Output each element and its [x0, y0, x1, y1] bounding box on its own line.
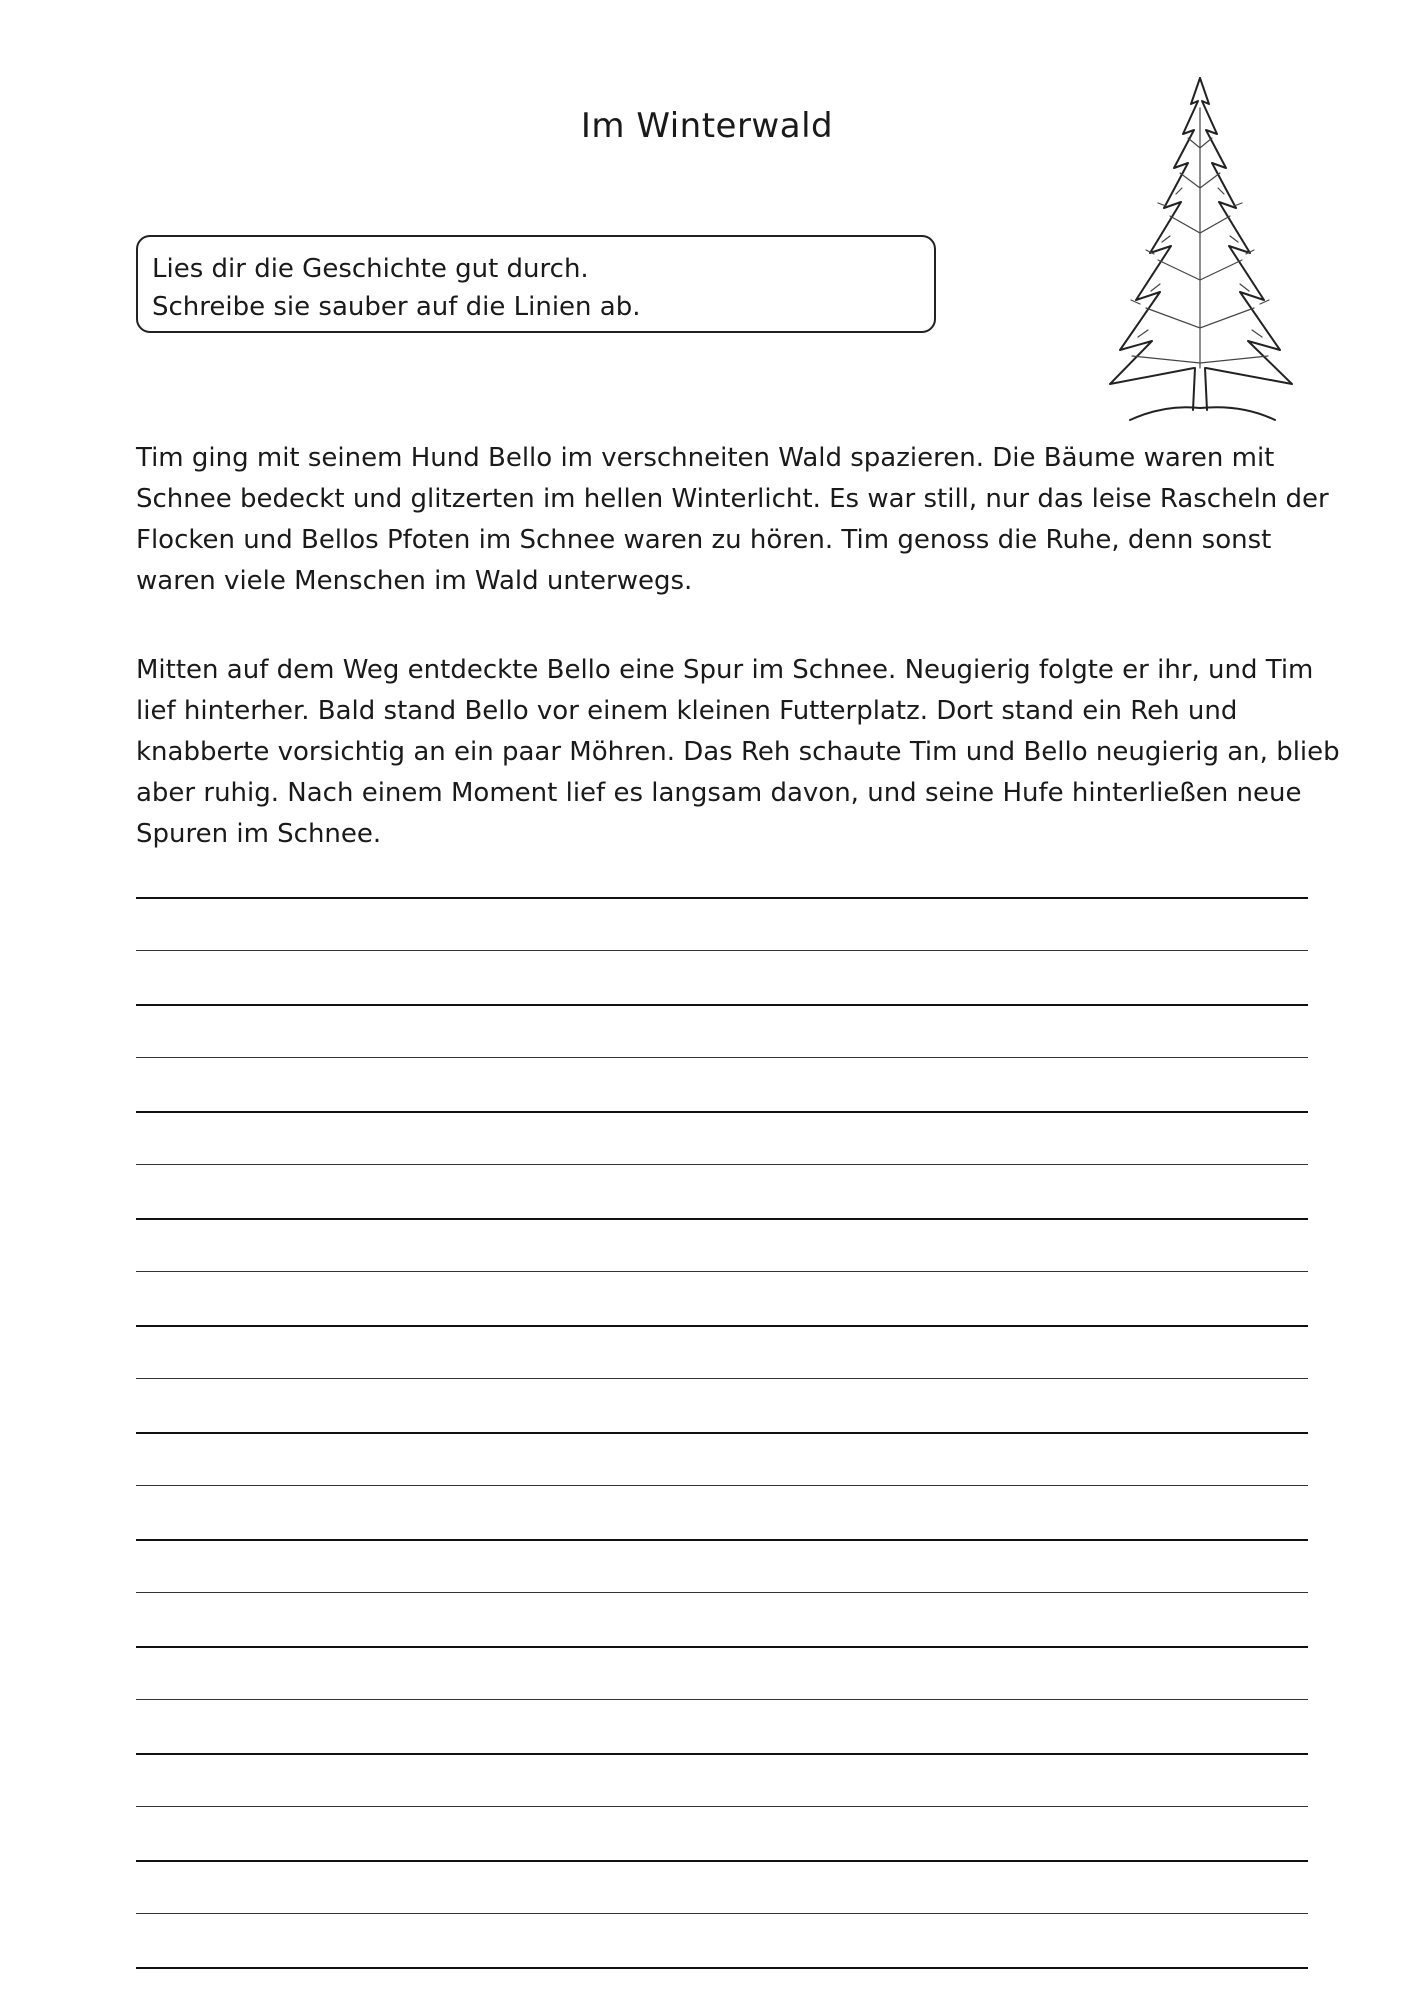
story-paragraph-2	[136, 650, 1340, 855]
instruction-box	[136, 235, 936, 333]
instruction-line: Schreibe sie sauber auf die Linien ab.	[152, 292, 641, 322]
story-line: lief hinterher. Bald stand Bello vor einem kleinen Futterplatz. Dort stand ein Reh und	[136, 696, 1238, 726]
story-line: Mitten auf dem Weg entdeckte Bello eine Spur im Schnee. Neugierig folgte er ihr, und Tim	[136, 655, 1314, 685]
writing-baseline	[136, 1860, 1308, 1862]
writing-midline	[136, 1485, 1308, 1486]
page-title: Im Winterwald	[580, 106, 834, 146]
instruction-line: Lies dir die Geschichte gut durch.	[152, 254, 589, 284]
writing-baseline	[136, 897, 1308, 899]
writing-midline	[136, 1592, 1308, 1593]
writing-baseline	[136, 1967, 1308, 1969]
story-paragraph-1	[136, 438, 1336, 602]
story-line: Schnee bedeckt und glitzerten im hellen Winterlicht. Es war still, nur das leise Rascheln der	[136, 484, 1329, 514]
writing-midline	[136, 1913, 1308, 1914]
story-line: knabberte vorsichtig an ein paar Möhren. Das Reh schaute Tim und Bello neugierig an, blieb	[136, 737, 1340, 767]
writing-baseline	[136, 1325, 1308, 1327]
writing-baseline	[136, 1218, 1308, 1220]
story-line: waren viele Menschen im Wald unterwegs.	[136, 566, 693, 596]
story-line: Flocken und Bellos Pfoten im Schnee waren zu hören. Tim genoss die Ruhe, denn sonst	[136, 525, 1272, 555]
writing-midline	[136, 950, 1308, 951]
writing-baseline	[136, 1432, 1308, 1434]
writing-midline	[136, 1271, 1308, 1272]
writing-midline	[136, 1806, 1308, 1807]
writing-midline	[136, 1057, 1308, 1058]
story-line: Spuren im Schnee.	[136, 819, 382, 849]
story-line: Tim ging mit seinem Hund Bello im verschneiten Wald spazieren. Die Bäume waren mit	[136, 443, 1275, 473]
writing-baseline	[136, 1111, 1308, 1113]
writing-baseline	[136, 1539, 1308, 1541]
story-line: aber ruhig. Nach einem Moment lief es langsam davon, und seine Hufe hinterließen neue	[136, 778, 1302, 808]
writing-midline	[136, 1378, 1308, 1379]
writing-baseline	[136, 1646, 1308, 1648]
writing-baseline	[136, 1753, 1308, 1755]
writing-midline	[136, 1699, 1308, 1700]
fir-tree-icon	[1070, 68, 1330, 436]
writing-midline	[136, 1164, 1308, 1165]
writing-baseline	[136, 1004, 1308, 1006]
